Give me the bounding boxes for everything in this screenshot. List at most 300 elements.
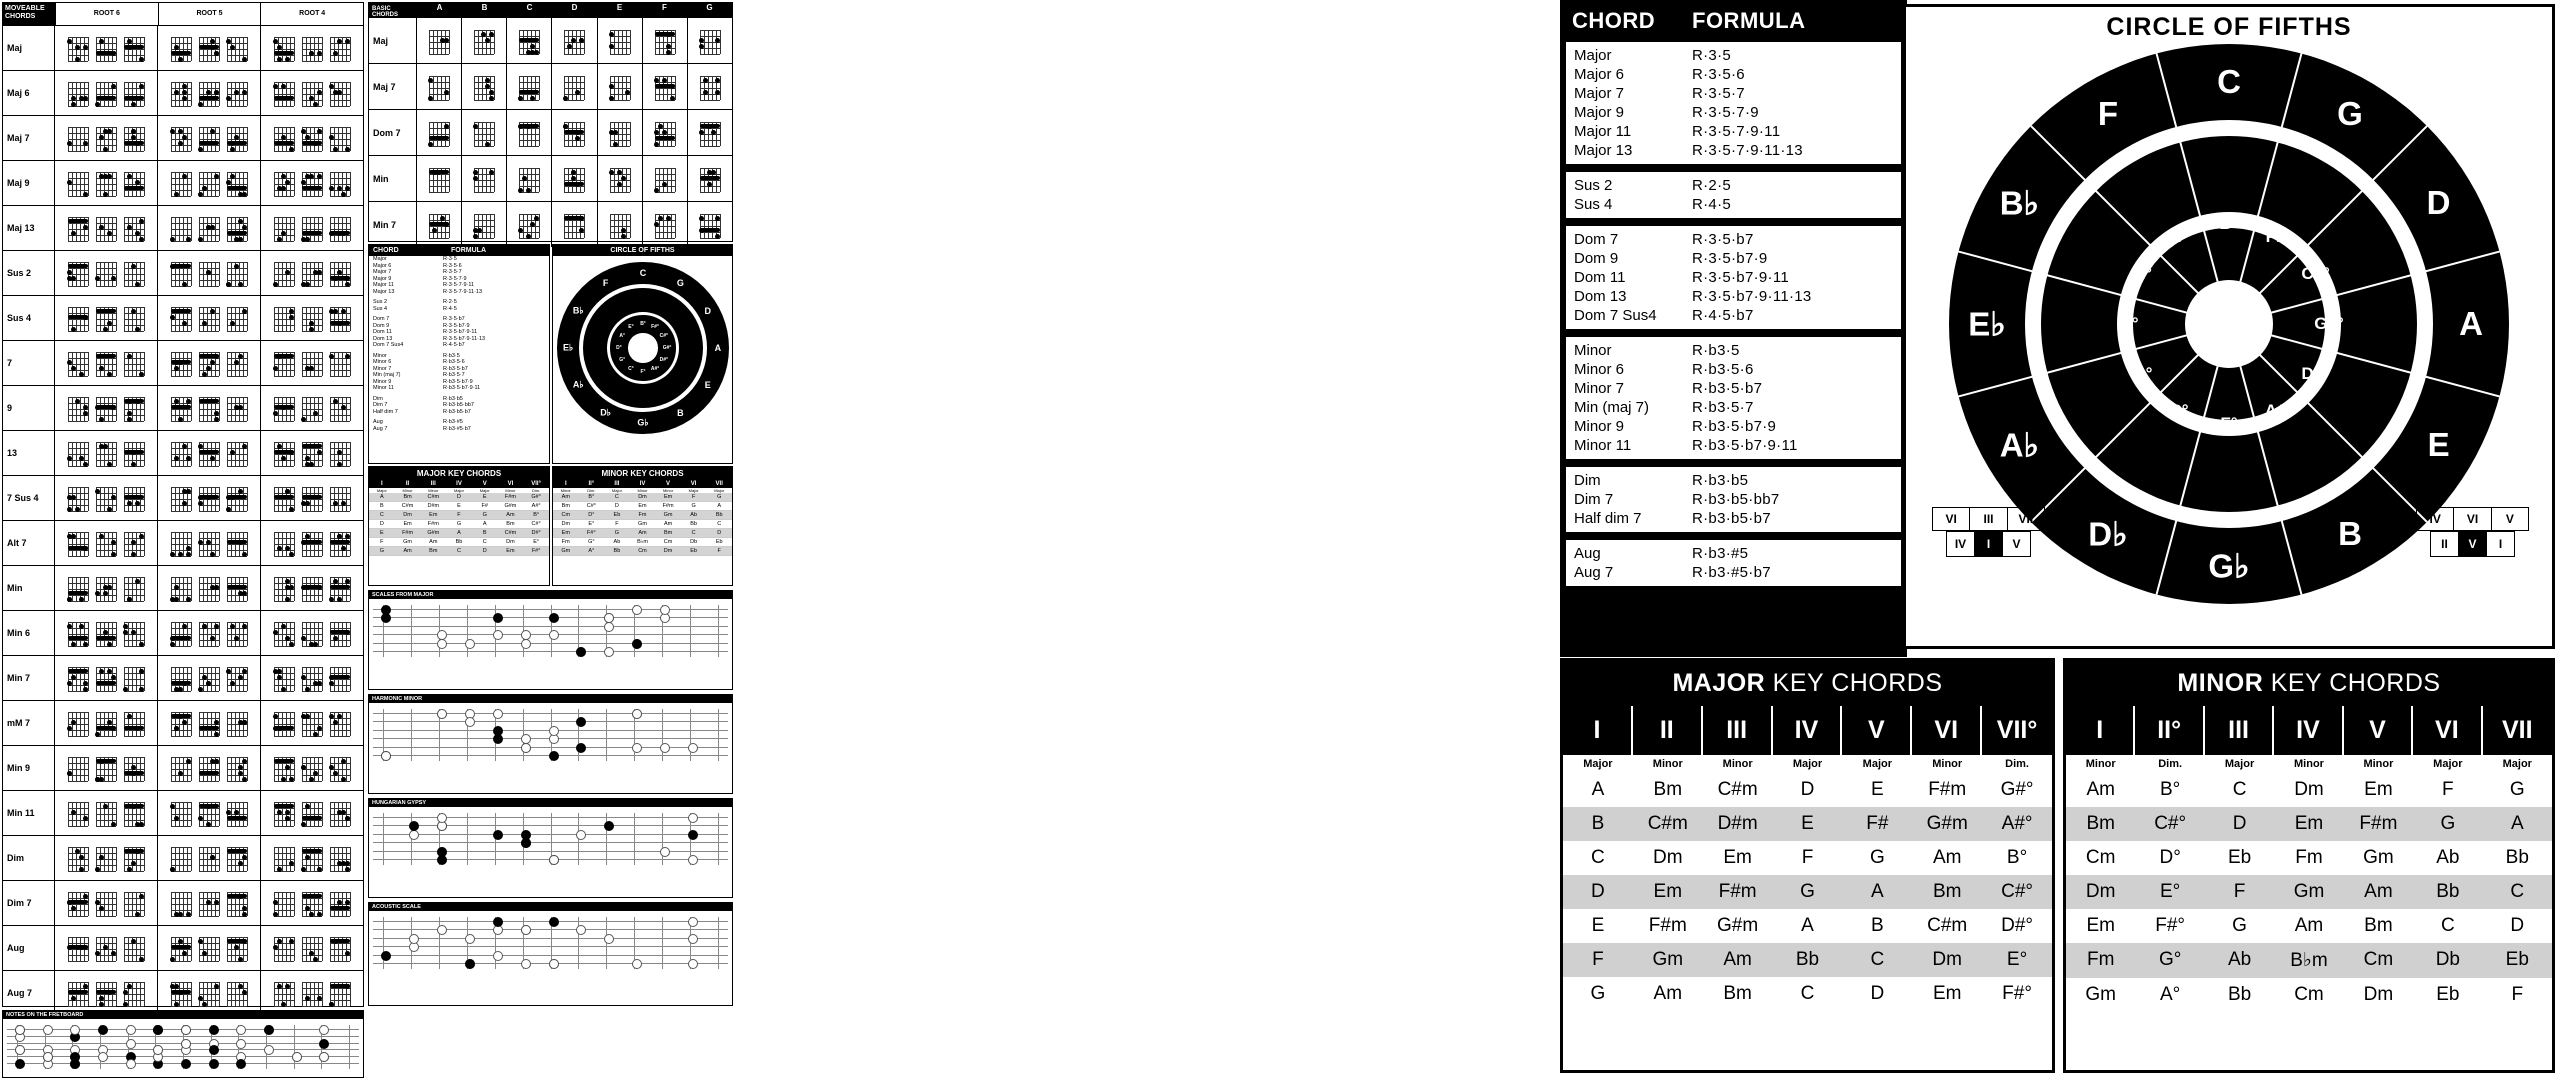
formula-chord-name: Dim [1574, 472, 1601, 489]
scale-note [292, 1052, 302, 1062]
fretboard-harmonic-minor [373, 709, 728, 761]
chord-diagram [561, 71, 587, 103]
moveable-chord-label: 9 [3, 386, 55, 430]
wheel-minor-label: Dm [2129, 172, 2171, 201]
moveable-chord-cell [158, 836, 261, 880]
key-chord-cell: Gm [2363, 847, 2394, 868]
mini-roman: I [369, 480, 395, 488]
formula-group [1566, 540, 1901, 586]
scale-note [437, 639, 447, 649]
major-title-rest: KEY CHORDS [1765, 669, 1943, 697]
mini-chord-cell: G [369, 547, 395, 556]
key-chord-cell: F#m [1703, 875, 1773, 909]
chord-diagram [93, 347, 119, 379]
mini-formula-panel [368, 244, 550, 464]
mini-wheel-dim-label: G° [619, 357, 626, 364]
moveable-chord-label: Min 6 [3, 611, 55, 655]
wheel-minor-label: Am [2208, 151, 2250, 180]
chord-diagram [607, 163, 633, 195]
scale-note [181, 1039, 191, 1049]
moveable-chord-row [3, 431, 363, 476]
mini-formula-name: Dim [373, 395, 383, 402]
key-chord-cell: Dm [2294, 779, 2324, 800]
formula-group [1566, 467, 1901, 532]
moveable-chord-cell [261, 881, 363, 925]
moveable-chord-cell [261, 476, 363, 520]
scale-note [437, 855, 447, 865]
key-chord-cell: F#m [1648, 915, 1687, 936]
key-chord-cell: C [1800, 983, 1815, 1004]
mini-wheel-major-label: B [677, 407, 684, 418]
chord-diagram [65, 797, 91, 829]
chord-diagram [327, 257, 353, 289]
scale-note [688, 743, 698, 753]
moveable-chord-row [3, 746, 363, 791]
chord-diagram [224, 842, 250, 874]
mini-quality: Minor [663, 488, 674, 493]
chord-diagram [168, 257, 194, 289]
scale-note [15, 1045, 25, 1055]
mini-chord-cell: D [446, 493, 472, 502]
chord-diagram [121, 32, 147, 64]
key-chord-cell: Cm [2294, 984, 2324, 1005]
scale-note [153, 1025, 163, 1035]
key-chord-cell: G [1590, 983, 1606, 1004]
mini-chord-cell: Bm [553, 502, 579, 511]
moveable-chord-cell [158, 791, 261, 835]
mini-formula-name: Dom 9 [373, 322, 390, 329]
moveable-chord-cell [158, 476, 261, 520]
basic-chord-cell [507, 64, 552, 109]
key-chord-cell: Dm [2066, 875, 2135, 909]
key-chord-cell: Db [2413, 943, 2482, 978]
scale-note [493, 613, 503, 623]
key-chord-cell: C#° [2135, 807, 2204, 841]
chord-diagram [65, 32, 91, 64]
minor-roman-row [2066, 706, 2552, 755]
mini-roman: I [553, 480, 579, 488]
mini-formula-row [369, 385, 549, 392]
scale-note [493, 630, 503, 640]
roman-cell: III [1969, 507, 2007, 531]
chord-diagram [65, 122, 91, 154]
moveable-chord-cell [261, 296, 363, 340]
chord-diagram [271, 662, 297, 694]
mini-wheel-major-label: G [676, 278, 684, 289]
basic-chord-cell [598, 18, 643, 63]
chord-column-header: CHORD [1572, 8, 1656, 33]
mini-chord-cell: D#m [420, 502, 446, 511]
scale-note [604, 613, 614, 623]
mini-chord-cell: G [446, 520, 472, 529]
moveable-chord-cell [261, 836, 363, 880]
notes-on-fretboard-panel [2, 1010, 364, 1078]
chord-diagram [224, 977, 250, 1009]
fret-line [662, 709, 663, 761]
key-chord-cell: Fm [2066, 943, 2135, 978]
moveable-chord-label: Min 7 [3, 656, 55, 700]
key-chord-cell: B♭m [2274, 943, 2343, 978]
fret-line [383, 917, 384, 969]
basic-chord-cell [688, 64, 732, 109]
chord-diagram [168, 662, 194, 694]
mini-chord-cell: Em [498, 547, 524, 556]
moveable-chord-cell [55, 926, 158, 970]
key-chord-cell: A#° [1982, 807, 2052, 841]
formula-chord-name: Sus 4 [1574, 196, 1613, 213]
basic-chord-cell [507, 110, 552, 155]
chord-diagram [168, 392, 194, 424]
moveable-chord-cell [261, 206, 363, 250]
chord-diagram [224, 257, 250, 289]
mini-formula-name: Minor 9 [373, 378, 392, 385]
chord-diagram [224, 77, 250, 109]
chord-diagram [516, 25, 542, 57]
chord-diagram [516, 71, 542, 103]
mini-chord-cell: E [369, 529, 395, 538]
major-title-strong: MAJOR [1672, 669, 1766, 697]
mini-formula-name: Major 6 [373, 262, 392, 269]
chord-diagram [271, 752, 297, 784]
mini-roman: II [395, 480, 421, 488]
chord-diagram [224, 437, 250, 469]
key-chord-cell: Gm [2274, 875, 2343, 909]
basic-chord-cell [507, 202, 552, 247]
moveable-chord-row [3, 71, 363, 116]
mini-chord-cell: Fm [553, 538, 579, 547]
moveable-chord-label: Alt 7 [3, 521, 55, 565]
formula-row [1566, 176, 1901, 195]
key-chord-cell: F [2511, 984, 2524, 1005]
mini-roman: V [472, 480, 498, 488]
roman-cell: IV [2416, 507, 2454, 531]
chord-diagram [652, 71, 678, 103]
scale-note [126, 1039, 136, 1049]
moveable-chord-cell [55, 881, 158, 925]
key-chord-cell: Em [1932, 983, 1962, 1004]
mini-wheel-minor-label: Cm [589, 344, 601, 352]
chord-diagram [652, 209, 678, 241]
minor-title-rest: KEY CHORDS [2263, 669, 2441, 697]
key-chord-cell: Bm [2364, 915, 2393, 936]
key-chord-cell: E° [1982, 943, 2052, 977]
chord-diagram [327, 527, 353, 559]
chord-diagram [327, 482, 353, 514]
formula-row [1566, 398, 1901, 417]
chord-diagram [93, 932, 119, 964]
mini-quality: Minor [505, 488, 516, 493]
chord-diagram [65, 977, 91, 1009]
mini-roman: VII° [523, 480, 549, 488]
moveable-chord-cell [261, 116, 363, 160]
key-chord-cell: Am [1703, 943, 1773, 977]
mini-chord-cell: Bb [706, 511, 732, 520]
key-chord-cell: D° [2159, 847, 2181, 868]
mini-chord-cell: C#m [498, 529, 524, 538]
basic-chords-header [369, 3, 732, 18]
mini-chord-cell: G [604, 529, 630, 538]
scale-note [688, 917, 698, 927]
mini-formula-name: Sus 4 [373, 305, 388, 312]
mini-chord-cell: B [369, 502, 395, 511]
formula-row [1566, 490, 1901, 509]
mini-quality: Minor [637, 488, 648, 493]
key-quality-label: Major [2433, 758, 2463, 770]
formula-chord-name: Dom 13 [1574, 288, 1627, 305]
mini-chord-cell: Am [630, 529, 656, 538]
mini-wheel-dim-label: C#° [659, 332, 669, 339]
mini-formula-value: R·b3·#5 [443, 419, 463, 425]
formula-row [1566, 287, 1901, 306]
chord-diagram [168, 302, 194, 334]
key-chord-cell: Bb [2227, 984, 2252, 1005]
chord-diagram [121, 662, 147, 694]
basic-chord-rows [369, 18, 732, 247]
formula-row [1566, 84, 1901, 103]
roman-right-bottom [2430, 531, 2514, 557]
chord-diagram [168, 527, 194, 559]
scale-note [236, 1059, 246, 1069]
mini-wheel-dim-label: F#° [651, 324, 659, 331]
mini-chord-cell: G [472, 511, 498, 520]
roman-cell: VI [2453, 507, 2491, 531]
mini-chord-cell: Gm [395, 538, 421, 547]
mini-chord-cell: C [604, 493, 630, 502]
key-chord-cell: A° [2159, 984, 2181, 1005]
wheel-dim-label: D#° [2301, 364, 2330, 383]
moveable-chord-row [3, 296, 363, 341]
mini-formula-row [369, 409, 549, 416]
moveable-chord-cell [261, 611, 363, 655]
chord-diagram [93, 77, 119, 109]
key-chord-cell: C#m [1927, 915, 1968, 936]
moveable-chord-cell [158, 206, 261, 250]
formula-row [1566, 417, 1901, 436]
formula-chord-value: R·3·5·7·9·11·13 [1692, 142, 1803, 159]
mini-formula-value: R·b3·b5·b7 [443, 408, 471, 415]
chord-diagram [471, 25, 497, 57]
scale-note [319, 1025, 329, 1035]
mini-chord-cell: Eb [706, 538, 732, 547]
roman-right-top [2416, 507, 2528, 531]
formula-row [1566, 306, 1901, 325]
chord-diagram [271, 887, 297, 919]
scale-note [660, 847, 670, 857]
basic-chord-row [369, 64, 732, 110]
roman-cell: I [1974, 531, 2003, 557]
mini-formula-separator [369, 432, 549, 436]
basic-chord-cell [417, 110, 462, 155]
chord-diagram [93, 707, 119, 739]
basic-chord-cell [507, 156, 552, 201]
mini-formula-name: Dom 11 [373, 329, 392, 335]
key-chord-cell: G [2413, 807, 2482, 841]
mini-wheel-major-label: F [602, 278, 609, 289]
chord-diagram [121, 617, 147, 649]
formula-chord-value: R·3·5·b7·9·11 [1692, 269, 1789, 286]
wheel-dim-label: A#° [2264, 400, 2294, 420]
moveable-chord-label: Sus 4 [3, 296, 55, 340]
basic-chord-cell [462, 18, 507, 63]
formula-row [1566, 436, 1901, 455]
wheel-dim-label: F° [2220, 414, 2238, 433]
scale-note [604, 622, 614, 632]
formula-chord-name: Major 13 [1574, 142, 1633, 159]
chord-diagram [299, 887, 325, 919]
mini-wheel-major-label: C [639, 268, 647, 279]
mini-wheel-major-label: E♭ [563, 342, 574, 353]
mini-formula-value: R·b3·b5·bb7 [443, 402, 474, 408]
chord-formula-header [1566, 6, 1901, 42]
mini-chord-cell: Em [655, 493, 681, 502]
mini-formula-value: R·3·5·6 [443, 262, 462, 269]
formula-row [1566, 65, 1901, 84]
moveable-chord-cell [55, 296, 158, 340]
key-chord-cell: Gm [1633, 943, 1703, 977]
scale-note [493, 830, 503, 840]
mini-wheel-dim-label: D#° [659, 357, 669, 364]
moveable-chord-label: 13 [3, 431, 55, 475]
mini-chord-header: CHORD [373, 247, 399, 254]
formula-chord-value: R·3·5·7·9 [1692, 104, 1759, 121]
mini-wheel-major-label: B♭ [572, 305, 584, 316]
moveable-title: MOVEABLE CHORDS [3, 3, 55, 25]
basic-chord-cell [688, 202, 732, 247]
chord-diagram [65, 302, 91, 334]
mini-wheel-minor-label: Dm [613, 302, 625, 310]
key-chord-cell: E [1773, 807, 1843, 841]
chord-diagram [697, 209, 723, 241]
chord-diagram [561, 209, 587, 241]
key-chord-cell: Dm [2363, 984, 2394, 1005]
moveable-chord-cell [158, 71, 261, 115]
mini-chord-cell: Bb [446, 538, 472, 547]
formula-chord-name: Sus 2 [1574, 177, 1613, 194]
major-chord-grid [1563, 773, 2052, 1011]
mini-chord-cell: Am [395, 547, 421, 556]
chord-diagram [327, 797, 353, 829]
chord-diagram [327, 122, 353, 154]
mini-formula-name: Minor [373, 352, 387, 359]
chord-diagram [299, 32, 325, 64]
major-quality-row [1563, 755, 2052, 773]
key-roman-header: III [2205, 706, 2274, 755]
formula-chord-name: Minor 6 [1574, 361, 1625, 378]
scale-note [43, 1025, 53, 1035]
formula-chord-name: Half dim 7 [1574, 510, 1642, 527]
mini-chord-cell: D [369, 520, 395, 529]
chord-diagram [196, 842, 222, 874]
moveable-chord-cell [261, 341, 363, 385]
scale-note [437, 630, 447, 640]
formula-chord-value: R·3·5·b7·9·11·13 [1692, 288, 1812, 305]
basic-note-c: C [526, 3, 533, 12]
moveable-chord-row [3, 476, 363, 521]
key-chord-cell: F [1801, 847, 1814, 868]
basic-chord-cell [688, 110, 732, 155]
key-chord-cell: B [1871, 915, 1884, 936]
roman-cell: V [2458, 531, 2487, 557]
chord-diagram [93, 167, 119, 199]
scale-panel-acoustic [368, 902, 733, 1006]
key-quality-label: Major [2224, 758, 2255, 770]
mini-formula-header-label: FORMULA [451, 247, 486, 254]
mini-formula-name: Dom 7 Sus4 [373, 342, 404, 348]
chord-diagram [65, 437, 91, 469]
fret-line [411, 709, 412, 761]
chord-diagram [327, 572, 353, 604]
mini-formula-value: R·3·5·7 [443, 269, 462, 275]
mini-chord-cell: B♭m [630, 538, 656, 547]
chord-diagram [299, 977, 325, 1009]
key-chord-cell: E° [2135, 875, 2204, 909]
moveable-chord-cell [158, 341, 261, 385]
basic-chord-cell [598, 156, 643, 201]
chord-diagram [121, 302, 147, 334]
scale-panel-major [368, 590, 733, 690]
mini-chord-cell: F#m [498, 493, 524, 502]
chord-diagram [196, 347, 222, 379]
roman-cell: V [2002, 531, 2031, 557]
chord-diagram [652, 117, 678, 149]
key-roman-header: V [2344, 706, 2413, 755]
mini-chord-cell: G° [579, 538, 605, 547]
mini-chord-cell: Bb [681, 520, 707, 529]
fretboard-major [373, 605, 728, 657]
mini-wheel-minor-label: Am [637, 296, 649, 304]
mini-formula-value: R·3·5 [443, 256, 457, 262]
moveable-chord-label: Dim [3, 836, 55, 880]
key-chord-cell: F#m [2344, 807, 2413, 841]
scale-note [660, 605, 670, 615]
chord-diagram [93, 617, 119, 649]
chord-diagram [327, 392, 353, 424]
formula-group [1566, 337, 1901, 459]
mini-formula-value: R·3·5·b7·9·11 [443, 329, 478, 335]
key-chord-cell: F# [1842, 807, 1912, 841]
key-roman-header: VII° [1996, 716, 2038, 744]
chord-diagram [299, 797, 325, 829]
moveable-chord-label: Min [3, 566, 55, 610]
fret-line [349, 1025, 350, 1069]
chord-diagram [65, 392, 91, 424]
mini-circle-panel [552, 244, 733, 464]
mini-major-grid [369, 480, 549, 556]
chord-diagram [607, 117, 633, 149]
mini-formula-value: R·3·5·b7 [443, 316, 465, 322]
root-5-label: ROOT 5 [158, 3, 261, 25]
formula-chord-value: R·3·5·6 [1692, 66, 1745, 83]
chord-diagram [224, 752, 250, 784]
chord-diagram [271, 842, 297, 874]
moveable-chord-cell [261, 521, 363, 565]
scale-note [126, 1025, 136, 1035]
chord-diagram [471, 209, 497, 241]
wheel-dim-label: G° [2132, 364, 2153, 383]
mini-chord-cell: F# [472, 502, 498, 511]
key-chord-cell: D [1563, 875, 1633, 909]
mini-wheel-major-label: G♭ [637, 417, 649, 428]
scale-note [209, 1025, 219, 1035]
key-chord-cell: B° [2159, 779, 2181, 800]
key-chord-cell: G [1869, 847, 1885, 868]
basic-chord-cell [598, 64, 643, 109]
chord-diagram [271, 482, 297, 514]
chord-diagram [65, 347, 91, 379]
chord-diagram [516, 163, 542, 195]
mini-chord-cell: G [706, 493, 732, 502]
moveable-header [3, 3, 363, 26]
